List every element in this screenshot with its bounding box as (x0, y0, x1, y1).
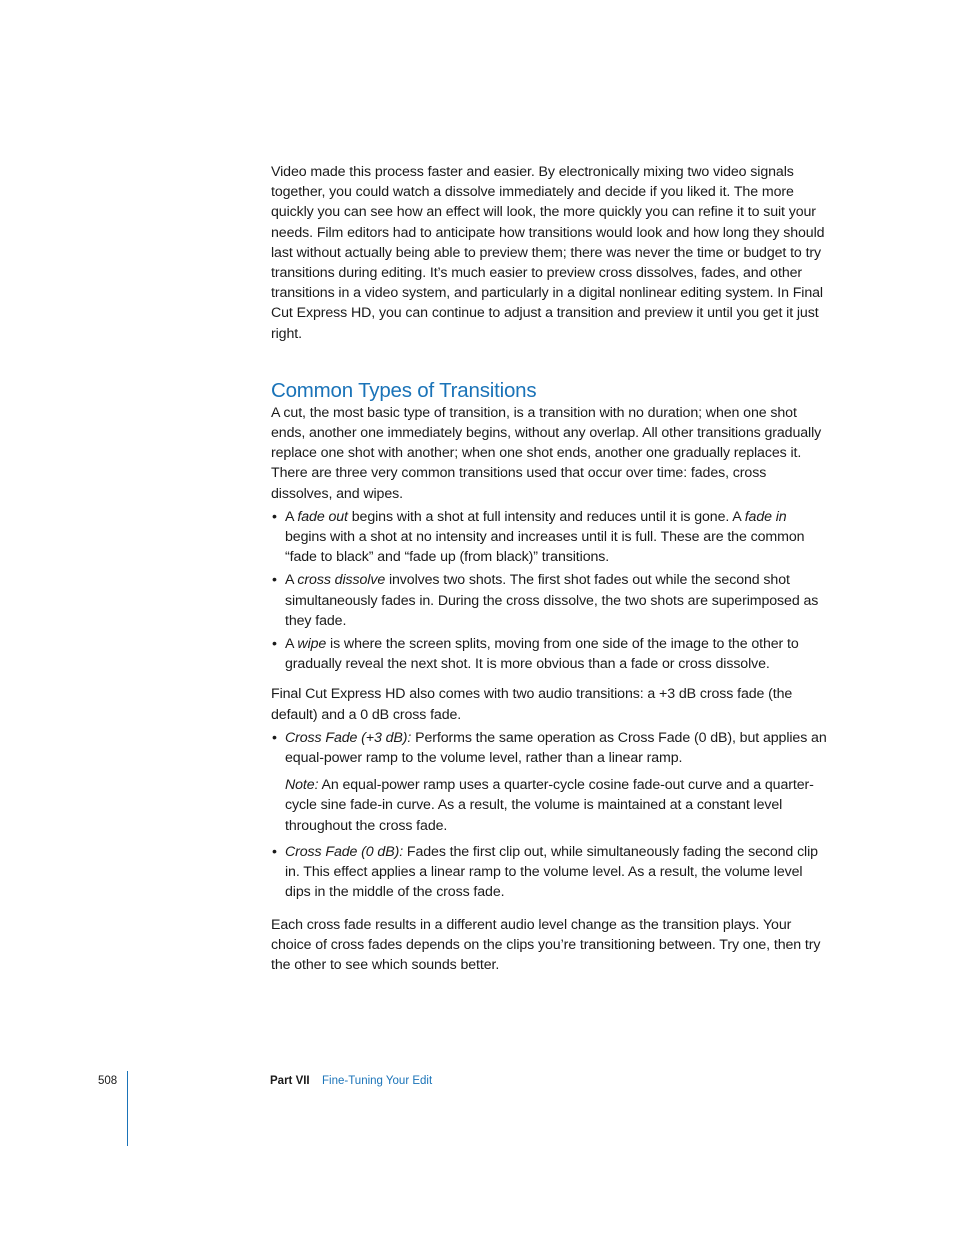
list-item-wipe (271, 634, 827, 674)
section-intro-paragraph: A cut, the most basic type of transition, is a transition with no duration; when one shot ends, another one immediately begins, without any overlap. All other transitions gradually replace one shot with another; when one shot ends, another one gradually replaces it. There are three very common transitions used that occur over time: fades, cross dissolves, and wipes. (271, 404, 822, 502)
bullet: • (272, 636, 277, 653)
transition-types-list (271, 507, 827, 675)
bullet: • (272, 843, 277, 860)
bullet: • (272, 508, 277, 525)
section-heading: Common Types of Transitions (271, 378, 537, 402)
part-label: Part VII (270, 1075, 310, 1087)
bullet: • (272, 729, 277, 746)
list-item-fade (271, 507, 827, 568)
fade-mid: begins with a shot at full intensity and reduces until it is gone. A (347, 508, 745, 525)
dissolve-lead: A (285, 572, 298, 589)
fade-in-term: fade in (744, 508, 787, 525)
dissolve-rest: involves two shots. The first shot fades out while the second shot simultaneously fades in. During the cross dissolve, the two shots are superimposed as they fade. (285, 572, 819, 629)
footer-divider (127, 1071, 128, 1146)
intro-paragraph: Video made this process faster and easier. By electronically mixing two video signals together, you could watch a dissolve immediately and decide if you liked it. The more quickly you can see how an effect will look, the more quickly you can refine it to suit your needs. Film editors had to anticipate how transitions would look and how long they should last without actually being able to preview them; there was never the time or budget to try transitions during editing. It’s much easier to preview cross dissolves, fades, and other transitions in a video system, and particularly in a digital nonlinear editing system. In Final Cut Express HD, you can continue to adjust a transition and preview it until you get it just right. (271, 164, 825, 342)
fade-rest: begins with a shot at no intensity and increases until it is full. These are the common “fade to black” and “fade up (from black)” transitions. (285, 529, 805, 566)
note-paragraph (285, 775, 827, 836)
note-label: Note: (285, 777, 319, 794)
audio-transitions-paragraph: Final Cut Express HD also comes with two audio transitions: a +3 dB cross fade (the default) and a 0 dB cross fade. (271, 686, 793, 723)
cross-fade-zero-text: Fades the first clip out, while simultaneously fading the second clip in. This effect applies a linear ramp to the volume level. As a result, the volume level dips in the middle of the cross fade. (285, 843, 818, 901)
chapter-title-link[interactable]: Fine-Tuning Your Edit (322, 1075, 433, 1087)
note-text: An equal-power ramp uses a quarter-cycle cosine fade-out curve and a quarter-cycle sine fade-in curve. As a result, the volume is maintained at a constant level throughout the cross fade. (285, 777, 814, 834)
list-item-cross-dissolve (271, 570, 827, 631)
wipe-lead: A (285, 636, 298, 653)
fade-lead: A (285, 508, 298, 525)
wipe-term: wipe (297, 636, 327, 653)
closing-paragraph: Each cross fade results in a different audio level change as the transition plays. Your choice of cross fades depends on the clips you’re transitioning between. Try one, then try the other to see which sounds better. (271, 916, 821, 973)
cross-fade-plus3-text: Performs the same operation as Cross Fade (0 dB), but applies an equal-power ramp to the volume level, rather than a linear ramp. (285, 729, 827, 767)
bullet: • (272, 572, 277, 589)
page-body (271, 162, 827, 975)
wipe-rest: is where the screen splits, moving from one side of the image to the other to gradually reveal the next shot. It is more obvious than a fade or cross dissolve. (285, 636, 799, 673)
list-item-cross-fade-plus3 (271, 728, 827, 836)
cross-dissolve-term: cross dissolve (297, 572, 386, 589)
list-item-cross-fade-zero (271, 842, 827, 903)
cross-fade-zero-term: Cross Fade (0 dB): (285, 843, 404, 860)
cross-fade-plus3-term: Cross Fade (+3 dB): (285, 729, 412, 746)
fade-out-term: fade out (297, 508, 348, 525)
audio-transitions-list (271, 728, 827, 903)
page-number: 508 (98, 1075, 118, 1087)
